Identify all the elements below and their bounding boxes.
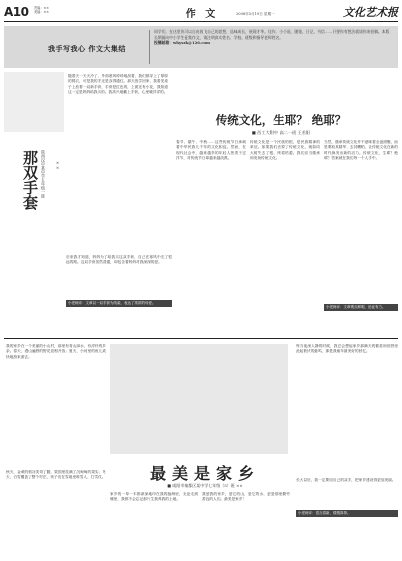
submission-email: 投稿邮箱：whyszk@126.com <box>154 40 211 46</box>
section-title: 作 文 <box>185 9 219 20</box>
right-article-column-1: 春节、端午、中秋……这些传统节日承载着中华民族几千年的文化积淀。然而，在现代社会中，越来越多的年轻人热衷于过洋节，对传统节日却越来越淡漠。 <box>176 140 246 161</box>
banner-divider <box>149 30 150 64</box>
left-article-body: 随着天一天天冷了，外面寒风呼呼地刮着，我们都穿上了厚厚的棉衣，可是我的手还是冻得通红。那天放学回家，我看见桌子上放着一双新手套，手套是红色的，上面还有小花，我知道这一定是妈妈给我买的。我高兴地戴上手套，心里暖洋洋的。 <box>68 74 168 95</box>
editor-meta: 责编：×× 美编：×× <box>34 6 49 15</box>
bottom-article-author: ■ 咸阳市秦都区某中学七年级（5）班 ×× <box>167 483 243 488</box>
bottom-article-middle-column-2: 我爱我的家乡，爱它的山，爱它的水，更爱那里勤劳善良的人们。最美是家乡！ <box>202 492 290 502</box>
left-article-body-continued: 后来我才知道，妈妈为了给我买这双手套，自己在寒风中走了很远的路。这双手套虽然普通，却包含着妈妈对我深深的爱。 <box>66 255 172 265</box>
left-article-title: 那双手套 <box>21 150 39 210</box>
right-article-author: ■ 西工大附中 高二一班 王若阳 <box>251 130 311 135</box>
right-article-title: 传统文化，生耶？ 绝耶？ <box>215 113 347 127</box>
call-for-submissions-banner <box>4 26 398 68</box>
issue-date: 2008年5月19日 星期一 <box>236 12 275 16</box>
section-divider <box>4 338 398 339</box>
newspaper-brand: 文化艺术报 <box>343 6 398 19</box>
bottom-article-teacher-comment: 小老师评：语言清新，情感真挚。 <box>296 510 398 517</box>
banner-text: 同学们，在这里你可以自由放飞自己的思想，品味成长，展现才华。佳作、小小说、随笔、日记、书信……只要你有想法就请你来投稿。本版长期面向中小学生征集作文，请注明真实姓名、学校、班级和指导老师姓名。 投稿邮箱：whyszk@126.com <box>154 29 392 46</box>
page-number: A10 <box>4 5 29 19</box>
right-article-column-2: 传统文化是一个民族的根，是民族精神的象征。如果我们丢掉了传统文化，就如同大树失去了根，终将枯萎。我们应当继承和发扬传统文化。 <box>250 140 320 161</box>
right-article-column-3: 当然，继承传统文化并不意味着全盘照搬，而是要取其精华、去其糟粕，让传统文化在新的时代焕发出新的活力。传统文化，生耶？绝耶？答案就在我们每一个人手中。 <box>324 140 398 161</box>
page-header <box>4 4 398 22</box>
left-article-author: ×× <box>55 160 60 170</box>
bottom-article-intro: 我的家乡在一个美丽的小山村，那里有青山绿水，有淳朴的乡亲。春天，漫山遍野的野花竞相开放；夏天，小河里的鱼儿欢快地游来游去。 <box>6 344 106 359</box>
left-article-teacher-comment: 小老师评：文章以一双手套为线索，表达了浓浓的母爱。 <box>66 300 172 307</box>
left-article-illustration <box>4 72 64 132</box>
bottom-article-right-column: 每当夜深人静的时候，我总会想起家乡那满天的繁星和田野里此起彼伏的蛙鸣，那是我童年最美好的回忆。 <box>296 344 398 354</box>
banner-slogan: 我手写我心 作文大集结 <box>48 45 126 53</box>
bottom-article-illustration <box>110 344 288 454</box>
bottom-article-title: 最美是家乡 <box>149 464 260 483</box>
right-article-teacher-comment: 小老师评：文章观点鲜明，论证有力。 <box>324 304 398 311</box>
bottom-article-middle-column-1: 家乡的一草一木都深深地印在我的脑海里，无论走到哪里，我都不会忘记那片生我养我的土地。 <box>110 492 198 502</box>
left-article-school: 陕西汉中某中学五年级一班 <box>41 150 46 198</box>
bottom-article-left-column: 秋天，金黄的稻谷笑弯了腰，果园里挂满了沉甸甸的果实；冬天，白雪覆盖了整个村庄，孩子们在雪地里堆雪人、打雪仗。 <box>6 470 106 480</box>
bottom-article-right-column-continued: 长大以后，我一定要用自己的双手，把家乡建设得更加美丽。 <box>296 478 396 482</box>
